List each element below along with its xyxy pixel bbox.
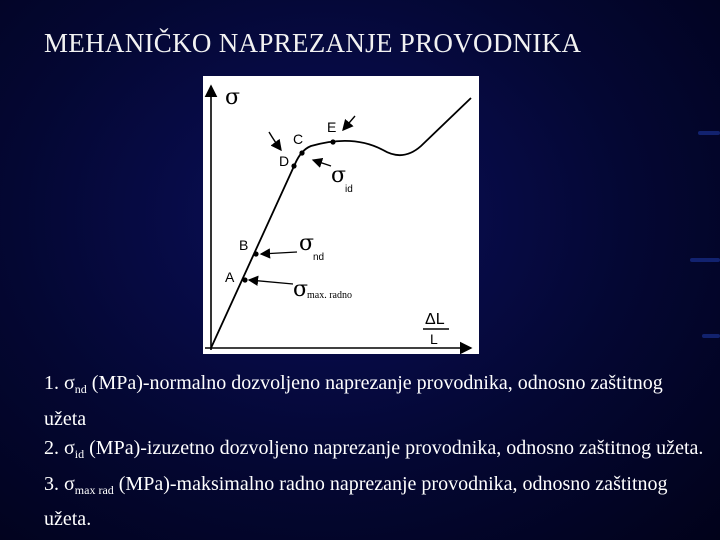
note-prefix: 1. σ (44, 372, 75, 394)
arrow-nd (261, 252, 297, 254)
decorative-streak (690, 258, 720, 262)
note-item (44, 434, 704, 470)
point-c (299, 150, 304, 155)
label-d: D (279, 153, 290, 169)
notes-list (44, 369, 704, 535)
sigma-nd-symbol: σ (299, 231, 315, 256)
sigma-id-symbol: σ (331, 163, 347, 188)
sigma-id-sub: id (345, 184, 353, 195)
arrow-to-c (269, 132, 281, 150)
note-prefix: 2. σ (44, 437, 75, 459)
arrow-max (249, 280, 293, 284)
decorative-streak (698, 131, 720, 135)
note-subscript: id (74, 447, 85, 461)
point-e (330, 139, 335, 144)
arrow-id (313, 160, 331, 166)
decorative-streak (702, 334, 720, 338)
note-text: (MPa)-normalno dozvoljeno naprezanje provodnika, odnosno zaštitnog užeta (44, 372, 663, 430)
point-a (242, 277, 247, 282)
y-axis-symbol: σ (225, 85, 241, 110)
sigma-max-symbol: σ (293, 277, 309, 302)
diagram-svg (203, 76, 479, 354)
point-b (253, 251, 258, 256)
label-e: E (327, 119, 337, 135)
x-axis-label-top: ΔL (425, 311, 445, 328)
note-text: (MPa)-izuzetno dozvoljeno naprezanje provodnika, odnosno zaštitnog užeta. (84, 437, 704, 459)
label-b: B (239, 237, 249, 253)
note-text: (MPa)-maksimalno radno naprezanje provodnika, odnosno zaštitnog užeta. (44, 472, 668, 530)
sigma-nd-sub: nd (313, 252, 325, 263)
note-prefix: 3. σ (44, 472, 75, 495)
stress-strain-diagram (203, 76, 479, 354)
slide-title: MEHANIČKO NAPREZANJE PROVODNIKA (44, 28, 582, 58)
label-c: C (293, 131, 304, 147)
sigma-max-sub: max. radno (307, 290, 352, 301)
note-item (44, 470, 704, 535)
arrow-to-e (343, 116, 355, 130)
label-a: A (225, 269, 235, 285)
note-subscript: max rad (74, 482, 114, 497)
note-subscript: nd (74, 382, 87, 396)
note-item (44, 369, 704, 434)
x-axis-label-bottom: L (430, 331, 438, 347)
point-d (291, 163, 296, 168)
